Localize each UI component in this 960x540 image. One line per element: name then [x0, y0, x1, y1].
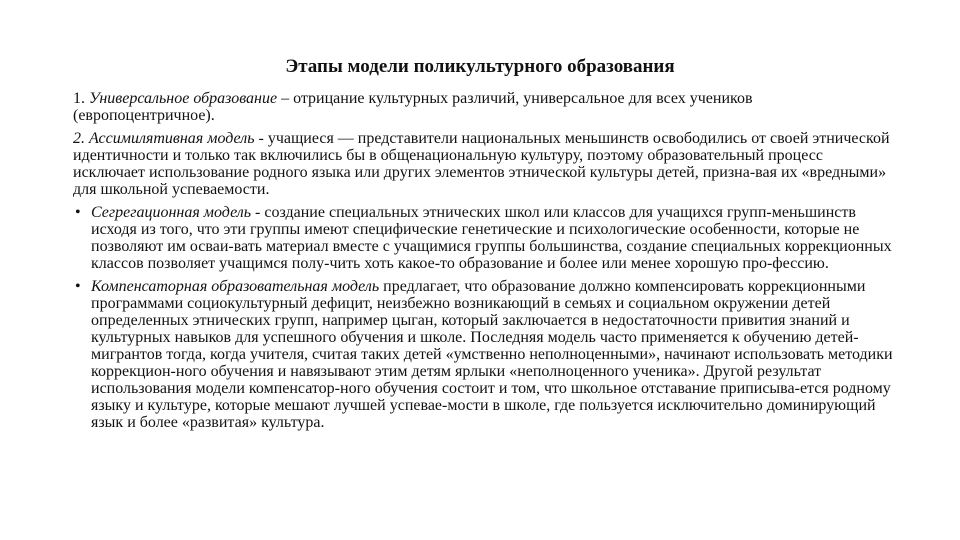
bullet-icon: • [75, 278, 81, 295]
definition-universal-education: – отрицание культурных различий, универсальное для всех учеников (европоцентричное). [73, 90, 753, 124]
paragraph-universal-education [73, 90, 893, 124]
slide-body [73, 90, 893, 437]
definition-segregation-model: - создание специальных этнических школ или классов для учащихся групп-меньшинств исходя из того, что эти группы имеют специфические генетические и психологические особенности, которые не позволяют им осваи-вать материал вместе с учащимися группы большинства, создание специальных коррекционных классов позволяет учащимся полу-чить хоть какое-то образование и более или менее хорошую про-фессию. [91, 204, 892, 272]
term-universal-education: Универсальное образование [89, 90, 278, 107]
definition-compensatory-model: предлагает, что образование должно компенсировать коррекционными программами социокультурный дефицит, неизбежно возникающий в семьях и социальном окружении детей определенных этнических групп, например цыган, который заключается в недостаточности привития знаний и культурных навыков для успешного обучения и школе. Последняя модель часто применяется к обучению детей- мигрантов тогда, когда учителя, считая таких детей «умственно неполноценными», начинают использовать методики коррекцион-ного обучения и навязывают этим детям ярлыки «неполноценного ученика». Другой результат использования модели компенсатор-ного обучения состоит и том, что школьное отставание приписыва-ется родному языку и культуре, которые мешают лучшей успевае-мости в школе, где пользуется исключительно доминирующий язык и более «развитая» культура. [91, 278, 893, 431]
definition-assimilative-model: - учащиеся — представители национальных меньшинств освободились от своей этнической идентичности и только так включились бы в общенациональную культуру, поэтому образовательный процесс исключает использование родного языка или других элементов этнической культуры детей, призна-вая их «вредными» для школьной успеваемости. [73, 130, 890, 198]
paragraph-assimilative-model [73, 130, 893, 198]
slide-title: Этапы модели поликультурного образования [285, 56, 675, 77]
bullet-icon: • [75, 204, 81, 221]
bullet-segregation-model [73, 204, 893, 272]
item-number: 1. [73, 90, 89, 107]
item-number: 2. [73, 130, 89, 147]
term-segregation-model: Сегрегационная модель [91, 204, 252, 221]
bullet-compensatory-model [73, 278, 893, 431]
term-compensatory-model: Компенсаторная образовательная модель [91, 278, 380, 295]
term-assimilative-model: Ассимилятивная модель [89, 130, 255, 147]
